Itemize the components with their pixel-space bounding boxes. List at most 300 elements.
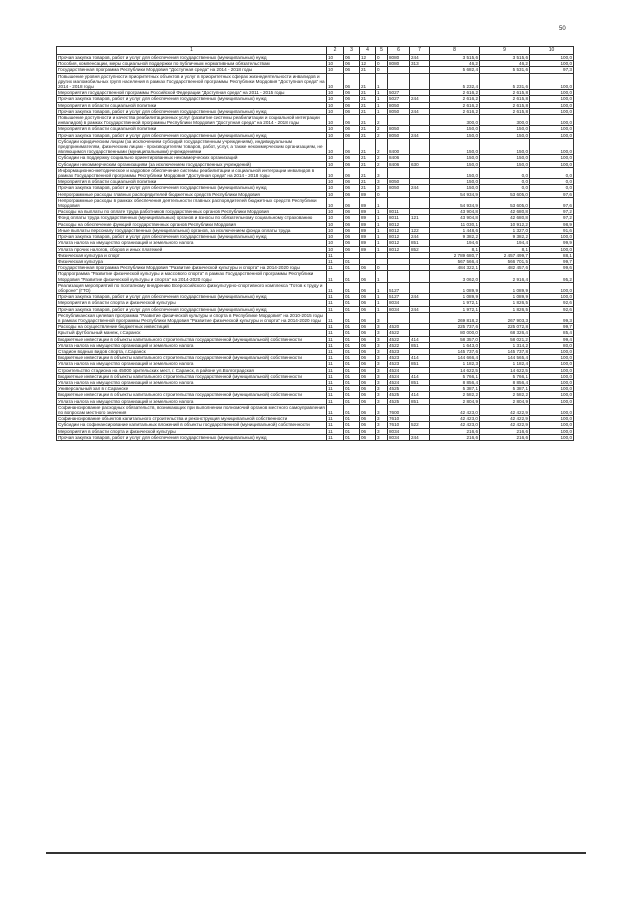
execution-percent-cell: 80,0: [530, 342, 574, 348]
item-name-cell: Уплата налога на имущество организаций и земельного налога: [57, 361, 327, 367]
subsection-code-cell: 06: [344, 185, 360, 191]
article-code-cell: 8050: [388, 108, 410, 114]
executed-amount-cell: 1 314,2: [480, 342, 530, 348]
program-code-cell: 06: [360, 294, 376, 300]
subprogram-code-cell: 3: [376, 428, 388, 434]
execution-percent-cell: 100,0: [530, 367, 574, 373]
expense-type-code-cell: 852: [410, 246, 430, 252]
planned-amount-cell: 80 000,0: [430, 330, 480, 336]
article-code-cell: 8080: [388, 55, 410, 61]
program-code-cell: 06: [360, 324, 376, 330]
section-code-cell: 11: [327, 324, 344, 330]
item-name-cell: Прочая закупка товаров, работ и услуг для обеспечения государственных (муниципальных) нужд: [57, 306, 327, 312]
execution-percent-cell: 100,0: [530, 379, 574, 385]
subprogram-code-cell: 0: [376, 265, 388, 271]
execution-percent-cell: 100,0: [530, 155, 574, 161]
table-header-row: [57, 47, 574, 55]
item-name-cell: Уплата прочих налогов, сборов и иных платежей: [57, 246, 327, 252]
item-name-cell: Универсальный зал в г.Саранске: [57, 386, 327, 392]
subsection-code-cell: 06: [344, 67, 360, 73]
planned-amount-cell: 145 737,6: [430, 348, 480, 354]
planned-amount-cell: 42 423,0: [430, 422, 480, 428]
subprogram-code-cell: 3: [376, 404, 388, 415]
subsection-code-cell: 06: [344, 197, 360, 208]
item-name-cell: Субсидии на софинансирование капитальных вложений в объекты государственной (муниципальной) собственности: [57, 422, 327, 428]
execution-percent-cell: 99,3: [530, 312, 574, 323]
execution-percent-cell: 100,0: [530, 126, 574, 132]
execution-percent-cell: 98,9: [530, 221, 574, 227]
section-code-cell: 10: [327, 197, 344, 208]
planned-amount-cell: 3 062,0: [430, 271, 480, 282]
article-code-cell: 8050: [388, 132, 410, 138]
item-name-cell: Расходы на выплаты по оплате труда работников государственных органов Республики Мордовия: [57, 209, 327, 215]
subsection-code-cell: 01: [344, 294, 360, 300]
execution-percent-cell: 92,6: [530, 300, 574, 306]
subprogram-code-cell: 1: [376, 234, 388, 240]
section-code-cell: 11: [327, 379, 344, 385]
page-number: 50: [559, 26, 566, 32]
item-name-cell: Стадион водных видов спорта, г.Саранск: [57, 348, 327, 354]
article-code-cell: 4524: [388, 373, 410, 379]
program-code-cell: 06: [360, 330, 376, 336]
subprogram-code-cell: 2: [376, 132, 388, 138]
planned-amount-cell: 194,6: [430, 240, 480, 246]
planned-amount-cell: 2 616,2: [430, 96, 480, 102]
item-name-cell: Прочая закупка товаров, работ и услуг для обеспечения государственных (муниципальных) нужд: [57, 234, 327, 240]
section-code-cell: 10: [327, 185, 344, 191]
section-code-cell: 11: [327, 434, 344, 440]
expense-type-code-cell: 122: [410, 227, 430, 233]
subsection-code-cell: 01: [344, 258, 360, 264]
executed-amount-cell: 267 903,3: [480, 312, 530, 323]
subsection-code-cell: 01: [344, 300, 360, 306]
program-code-cell: 06: [360, 404, 376, 415]
section-code-cell: 10: [327, 227, 344, 233]
article-code-cell: 7600: [388, 404, 410, 415]
subprogram-code-cell: 1: [376, 271, 388, 282]
planned-amount-cell: 2 789 680,7: [430, 252, 480, 258]
table-body: [57, 55, 574, 441]
article-code-cell: 5127: [388, 282, 410, 293]
execution-percent-cell: 97,2: [530, 215, 574, 221]
executed-amount-cell: 2 916,4: [480, 271, 530, 282]
execution-percent-cell: 91,6: [530, 227, 574, 233]
executed-amount-cell: 42 680,8: [480, 215, 530, 221]
planned-amount-cell: 2 582,2: [430, 392, 480, 398]
executed-amount-cell: 1 826,5: [480, 300, 530, 306]
section-code-cell: 11: [327, 330, 344, 336]
item-name-cell: Фонд оплаты труда государственных (муниципальных) органов и взносы по обязательному социальному страхованию: [57, 215, 327, 221]
program-code-cell: 06: [360, 422, 376, 428]
subprogram-code-cell: 1: [376, 282, 388, 293]
execution-percent-cell: 100,0: [530, 361, 574, 367]
execution-percent-cell: 100,0: [530, 55, 574, 61]
subprogram-code-cell: 3: [376, 324, 388, 330]
executed-amount-cell: 300,0: [480, 115, 530, 126]
executed-amount-cell: 2 615,8: [480, 96, 530, 102]
execution-percent-cell: 100,0: [530, 102, 574, 108]
subsection-code-cell: 01: [344, 306, 360, 312]
program-code-cell: 89: [360, 215, 376, 221]
program-code-cell: 89: [360, 240, 376, 246]
section-code-cell: 10: [327, 73, 344, 90]
subprogram-code-cell: 1: [376, 246, 388, 252]
item-name-cell: Крытый футбольный манеж, г.Саранск: [57, 330, 327, 336]
subsection-code-cell: 01: [344, 324, 360, 330]
article-code-cell: 4522: [388, 330, 410, 336]
article-code-cell: 8034: [388, 434, 410, 440]
expense-type-code-cell: 522: [410, 422, 430, 428]
execution-percent-cell: 100,0: [530, 392, 574, 398]
section-code-cell: 10: [327, 138, 344, 155]
planned-amount-cell: 2 616,2: [430, 102, 480, 108]
item-name-cell: Прочая закупка товаров, работ и услуг для обеспечения государственных (муниципальных) нужд: [57, 108, 327, 114]
section-code-cell: 10: [327, 115, 344, 126]
subsection-code-cell: 01: [344, 342, 360, 348]
section-code-cell: 11: [327, 428, 344, 434]
expense-type-code-cell: 630: [410, 161, 430, 167]
execution-percent-cell: 0,0: [530, 179, 574, 185]
program-code-cell: 21: [360, 73, 376, 90]
section-code-cell: 11: [327, 398, 344, 404]
program-code-cell: 06: [360, 271, 376, 282]
item-name-cell: Мероприятия государственной программы Российской Федерации "Доступная среда" на 2011 - 2015 годы: [57, 90, 327, 96]
subsection-code-cell: 01: [344, 434, 360, 440]
item-name-cell: Непрограммные расходы главных распорядителей бюджетных средств Республики Мордовия: [57, 191, 327, 197]
subsection-code-cell: 01: [344, 282, 360, 293]
execution-percent-cell: 97,3: [530, 67, 574, 73]
subsection-code-cell: 01: [344, 336, 360, 342]
subprogram-code-cell: 3: [376, 392, 388, 398]
article-code-cell: [388, 167, 410, 178]
executed-amount-cell: 1 327,0: [480, 227, 530, 233]
planned-amount-cell: 58 357,0: [430, 336, 480, 342]
expense-type-code-cell: [410, 115, 430, 126]
article-code-cell: 4522: [388, 342, 410, 348]
execution-percent-cell: 99,9: [530, 240, 574, 246]
subprogram-code-cell: 3: [376, 348, 388, 354]
executed-amount-cell: 2 615,8: [480, 102, 530, 108]
subprogram-code-cell: 3: [376, 361, 388, 367]
executed-amount-cell: 2 457 499,7: [480, 252, 530, 258]
planned-amount-cell: 2 804,9: [430, 398, 480, 404]
execution-percent-cell: 100,0: [530, 115, 574, 126]
item-name-cell: Бюджетные инвестиции в объекты капитального строительства государственной (муниципальной) собственности: [57, 336, 327, 342]
expense-type-code-cell: 414: [410, 355, 430, 361]
article-code-cell: 8034: [388, 300, 410, 306]
subprogram-code-cell: 2: [376, 126, 388, 132]
execution-percent-cell: 100,0: [530, 132, 574, 138]
article-code-cell: 8012: [388, 234, 410, 240]
section-code-cell: 11: [327, 348, 344, 354]
section-code-cell: 11: [327, 294, 344, 300]
program-code-cell: 21: [360, 96, 376, 102]
planned-amount-cell: 150,0: [430, 167, 480, 178]
section-code-cell: 11: [327, 300, 344, 306]
executed-amount-cell: 42 422,9: [480, 416, 530, 422]
execution-percent-cell: 0,0: [530, 185, 574, 191]
subsection-code-cell: 01: [344, 348, 360, 354]
item-name-cell: Софинансирование расходных обязательств, возникающих при выполнении полномочий органов местного самоуправления по вопросам местного значения: [58, 404, 325, 415]
article-code-cell: 8050: [388, 179, 410, 185]
execution-percent-cell: 100,0: [530, 416, 574, 422]
column-header: 10: [530, 47, 574, 55]
subprogram-code-cell: 3: [376, 398, 388, 404]
subprogram-code-cell: 2: [376, 155, 388, 161]
expense-type-code-cell: 244: [410, 108, 430, 114]
program-code-cell: 06: [360, 312, 376, 323]
section-code-cell: 10: [327, 90, 344, 96]
program-code-cell: 06: [360, 342, 376, 348]
planned-amount-cell: 3 515,6: [430, 55, 480, 61]
article-code-cell: 8012: [388, 221, 410, 227]
execution-percent-cell: 100,0: [530, 246, 574, 252]
program-code-cell: 89: [360, 209, 376, 215]
subsection-code-cell: 06: [344, 234, 360, 240]
section-code-cell: 10: [327, 55, 344, 61]
expense-type-code-cell: 313: [410, 61, 430, 67]
expense-type-code-cell: [410, 167, 430, 178]
subsection-code-cell: 06: [344, 61, 360, 67]
section-code-cell: 10: [327, 132, 344, 138]
section-code-cell: 11: [327, 312, 344, 323]
subsection-code-cell: 01: [344, 373, 360, 379]
execution-percent-cell: 100,0: [530, 73, 574, 90]
subprogram-code-cell: 1: [376, 209, 388, 215]
subprogram-code-cell: 1: [376, 96, 388, 102]
article-code-cell: [388, 271, 410, 282]
item-name-cell: Уплата налога на имущество организаций и земельного налога: [57, 342, 327, 348]
executed-amount-cell: 5 531,6: [480, 67, 530, 73]
planned-amount-cell: 5 682,4: [430, 67, 480, 73]
planned-amount-cell: 42 423,0: [430, 416, 480, 422]
section-code-cell: 10: [327, 102, 344, 108]
subprogram-code-cell: 2: [376, 161, 388, 167]
subsection-code-cell: 01: [344, 422, 360, 428]
subsection-code-cell: 01: [344, 392, 360, 398]
planned-amount-cell: 5 387,1: [430, 386, 480, 392]
program-code-cell: 06: [360, 392, 376, 398]
program-code-cell: 21: [360, 90, 376, 96]
subprogram-code-cell: 3: [376, 416, 388, 422]
section-code-cell: 10: [327, 221, 344, 227]
subprogram-code-cell: 3: [376, 179, 388, 185]
column-header: 3: [344, 47, 360, 55]
program-code-cell: 06: [360, 336, 376, 342]
program-code-cell: 89: [360, 221, 376, 227]
column-header: 5: [376, 47, 388, 55]
execution-percent-cell: 100,0: [530, 386, 574, 392]
subsection-code-cell: 06: [344, 221, 360, 227]
column-header: 8: [430, 47, 480, 55]
item-name-cell: Прочая закупка товаров, работ и услуг для обеспечения государственных (муниципальных) нужд: [57, 294, 327, 300]
section-code-cell: 11: [327, 361, 344, 367]
subprogram-code-cell: 1: [376, 197, 388, 208]
executed-amount-cell: 42 422,9: [480, 422, 530, 428]
article-code-cell: [388, 115, 410, 126]
executed-amount-cell: 53 605,0: [480, 197, 530, 208]
planned-amount-cell: 144 666,4: [430, 355, 480, 361]
executed-amount-cell: 14 622,5: [480, 367, 530, 373]
item-name-cell: Мероприятия в области спорта и физической культуры: [57, 300, 327, 306]
item-name-cell: Мероприятия в области социальной политики: [57, 102, 327, 108]
item-name-cell: Реализация мероприятий по поэтапному внедрению Всероссийского физкультурно-спортивного комплекса "Готов к труду и обороне" (ГТО): [57, 282, 327, 293]
program-code-cell: 06: [360, 300, 376, 306]
execution-percent-cell: 85,4: [530, 330, 574, 336]
executed-amount-cell: 482 457,6: [480, 265, 530, 271]
program-code-cell: 21: [360, 108, 376, 114]
article-code-cell: 8011: [388, 209, 410, 215]
article-code-cell: [388, 312, 410, 323]
executed-amount-cell: 8 856,4: [480, 379, 530, 385]
program-code-cell: 89: [360, 197, 376, 208]
subprogram-code-cell: 1: [376, 108, 388, 114]
article-code-cell: 8034: [388, 306, 410, 312]
execution-percent-cell: 100,0: [530, 355, 574, 361]
item-name-cell: Государственная программа Республики Мордовия "Доступная среда" на 2014 - 2018 годы: [57, 67, 327, 73]
table-row: [57, 167, 574, 178]
article-code-cell: 4523: [388, 355, 410, 361]
table-row: [57, 73, 574, 90]
table-row: [57, 115, 574, 126]
subsection-code-cell: 06: [344, 167, 360, 178]
item-name-cell: Бюджетные инвестиции в объекты капитального строительства государственной (муниципальной) собственности: [57, 355, 327, 361]
item-name-cell: Республиканская целевая программа "Развитие физической культуры и спорта в Республике Мордовия" на 2010-2015 годы в рамках Государственной программы Республики Мордовия "Развитие физической культуры и спорта" на 2014-2020 годы: [57, 312, 327, 323]
expense-type-code-cell: 414: [410, 392, 430, 398]
program-code-cell: 06: [360, 428, 376, 434]
section-code-cell: 10: [327, 155, 344, 161]
planned-amount-cell: 150,0: [430, 138, 480, 155]
executed-amount-cell: 3 515,6: [480, 55, 530, 61]
planned-amount-cell: 1 089,9: [430, 294, 480, 300]
expense-type-code-cell: [410, 271, 430, 282]
planned-amount-cell: 300,0: [430, 115, 480, 126]
planned-amount-cell: 1 972,1: [430, 306, 480, 312]
table-row: [57, 197, 574, 208]
item-name-cell: Прочая закупка товаров, работ и услуг для обеспечения государственных (муниципальных) нужд: [57, 55, 327, 61]
program-code-cell: 06: [360, 282, 376, 293]
planned-amount-cell: 269 818,2: [430, 312, 480, 323]
executed-amount-cell: 68 326,4: [480, 330, 530, 336]
section-code-cell: 10: [327, 234, 344, 240]
expense-type-code-cell: [410, 312, 430, 323]
expense-type-code-cell: [410, 197, 430, 208]
planned-amount-cell: 150,0: [430, 132, 480, 138]
item-name-cell: Софинансирование объектов капитального строительства и реконструкция муниципальной собственности: [57, 416, 327, 422]
executed-amount-cell: 0,0: [480, 179, 530, 185]
executed-amount-cell: 150,0: [480, 161, 530, 167]
subprogram-code-cell: 1: [376, 294, 388, 300]
section-code-cell: 11: [327, 265, 344, 271]
execution-percent-cell: 100,0: [530, 422, 574, 428]
subsection-code-cell: 06: [344, 240, 360, 246]
article-code-cell: 7610: [388, 416, 410, 422]
subsection-code-cell: 01: [344, 330, 360, 336]
item-name-cell: Иные выплаты персоналу государственных (муниципальных) органов, за исключением фонда оплаты труда: [57, 227, 327, 233]
subsection-code-cell: 01: [344, 312, 360, 323]
table-row: [57, 404, 574, 415]
column-header: 9: [480, 47, 530, 55]
item-name-cell: Субсидии юридическим лицам (за исключением субсидий государственным учреждениям), индивидуальным предпринимателям, физическим лицам - производителям товаров, работ, услуг, а также некоммерческим организациям, не являющимся государственными (муниципальными) учреждениями: [57, 138, 327, 155]
program-code-cell: 21: [360, 115, 376, 126]
program-code-cell: 06: [360, 379, 376, 385]
section-code-cell: 11: [327, 258, 344, 264]
execution-percent-cell: 100,0: [530, 61, 574, 67]
article-code-cell: 4525: [388, 386, 410, 392]
section-code-cell: 10: [327, 215, 344, 221]
section-code-cell: 11: [327, 422, 344, 428]
item-name-cell: Прочая закупка товаров, работ и услуг для обеспечения государственных (муниципальных) нужд: [57, 185, 327, 191]
subsection-code-cell: 06: [344, 227, 360, 233]
execution-percent-cell: 100,0: [530, 398, 574, 404]
planned-amount-cell: 43 904,8: [430, 215, 480, 221]
subprogram-code-cell: 1: [376, 221, 388, 227]
item-name-cell: Расходы на осуществление бюджетных инвестиций: [57, 324, 327, 330]
item-name-cell: Мероприятия в области социальной политики: [57, 179, 327, 185]
program-code-cell: 21: [360, 138, 376, 155]
executed-amount-cell: 144 565,4: [480, 355, 530, 361]
planned-amount-cell: 46,2: [430, 61, 480, 67]
execution-percent-cell: 97,2: [530, 209, 574, 215]
executed-amount-cell: 194,4: [480, 240, 530, 246]
program-code-cell: 06: [360, 434, 376, 440]
planned-amount-cell: 484 322,1: [430, 265, 480, 271]
planned-amount-cell: 225 737,6: [430, 324, 480, 330]
executed-amount-cell: 53 605,0: [480, 191, 530, 197]
column-header: 2: [327, 47, 344, 55]
planned-amount-cell: 8 856,4: [430, 379, 480, 385]
article-code-cell: [388, 197, 410, 208]
subsection-code-cell: 06: [344, 161, 360, 167]
subprogram-code-cell: 0: [376, 61, 388, 67]
planned-amount-cell: 1 182,3: [430, 361, 480, 367]
section-code-cell: 10: [327, 179, 344, 185]
planned-amount-cell: 150,0: [430, 161, 480, 167]
planned-amount-cell: 43 904,8: [430, 209, 480, 215]
subsection-code-cell: 01: [344, 355, 360, 361]
executed-amount-cell: 566 701,5: [480, 258, 530, 264]
program-code-cell: 06: [360, 386, 376, 392]
execution-percent-cell: 99,7: [530, 258, 574, 264]
subprogram-code-cell: 3: [376, 342, 388, 348]
execution-percent-cell: 100,0: [530, 90, 574, 96]
subsection-code-cell: 01: [344, 404, 360, 415]
section-code-cell: 10: [327, 191, 344, 197]
program-code-cell: 06: [360, 355, 376, 361]
section-code-cell: 11: [327, 404, 344, 415]
planned-amount-cell: 9 382,2: [430, 234, 480, 240]
planned-amount-cell: 54 934,9: [430, 197, 480, 208]
subprogram-code-cell: 1: [376, 240, 388, 246]
table-row: [57, 138, 574, 155]
program-code-cell: 21: [360, 67, 376, 73]
executed-amount-cell: 150,0: [480, 138, 530, 155]
planned-amount-cell: 1 643,0: [430, 342, 480, 348]
executed-amount-cell: 42 680,8: [480, 209, 530, 215]
subprogram-code-cell: 0: [376, 67, 388, 73]
planned-amount-cell: 5 766,1: [430, 373, 480, 379]
subprogram-code-cell: 3: [376, 355, 388, 361]
planned-amount-cell: 1 089,9: [430, 282, 480, 293]
planned-amount-cell: 150,0: [430, 179, 480, 185]
subprogram-code-cell: 0: [376, 191, 388, 197]
subsection-code-cell: 01: [344, 386, 360, 392]
article-code-cell: 8050: [388, 185, 410, 191]
program-code-cell: 12: [360, 55, 376, 61]
program-code-cell: 89: [360, 227, 376, 233]
execution-percent-cell: 100,0: [530, 282, 574, 293]
budget-table: [56, 46, 573, 441]
